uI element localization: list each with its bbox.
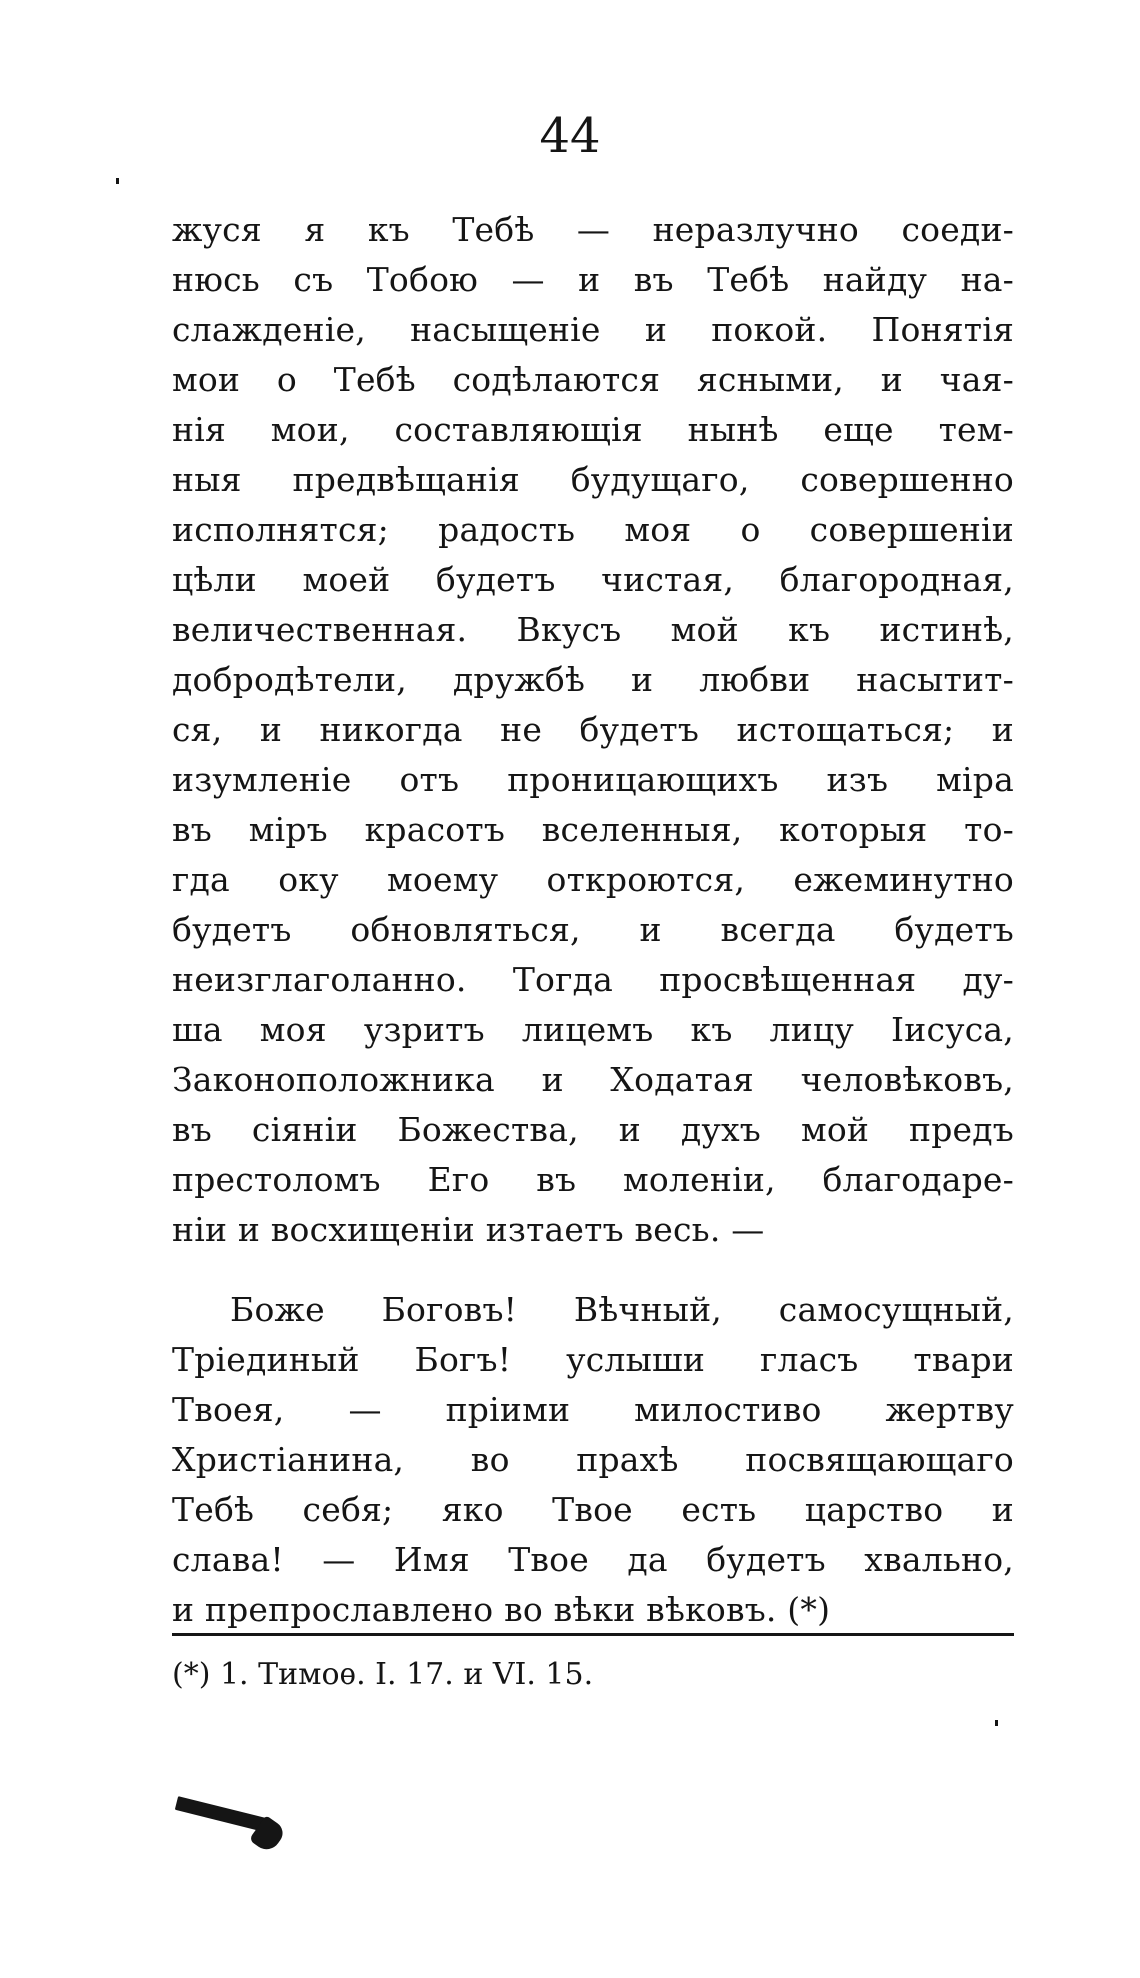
text-line: въ міръ красотъ вселенныя, которыя то- — [172, 810, 1014, 849]
text-line: ныя предвѣщанія будущаго, совершенно — [172, 460, 1014, 499]
text-line: нія мои, составляющія нынѣ еще тем- — [172, 410, 1014, 449]
text-line: ся, и никогда не будетъ истощаться; и — [172, 710, 1014, 749]
page-number: 44 — [539, 108, 601, 164]
text-line: слава! — Имя Твое да будетъ хвально, — [172, 1540, 1014, 1579]
text-line: неизглаголанно. Тогда просвѣщенная ду- — [172, 960, 1014, 999]
text-line: добродѣтели, дружбѣ и любви насытит- — [172, 660, 1014, 699]
text-line: Тріединый Богъ! услыши гласъ твари — [172, 1340, 1014, 1379]
text-line: Твоея, — пріими милостиво жертву — [172, 1390, 1014, 1429]
text-line: престоломъ Его въ моленіи, благодаре- — [172, 1160, 1014, 1199]
text-line: мои о Тебѣ содѣлаются ясными, и чая- — [172, 360, 1014, 399]
text-line: Боже Боговъ! Вѣчный, самосущный, — [230, 1290, 1014, 1329]
text-line: слажденіе, насыщеніе и покой. Понятія — [172, 310, 1014, 349]
text-line: нюсь съ Тобою — и въ Тебѣ найду на- — [172, 260, 1014, 299]
text-line: ніи и восхищеніи изтаетъ весь. — — [172, 1210, 765, 1249]
text-line: и препрославлено во вѣки вѣковъ. (*) — [172, 1590, 831, 1629]
text-line: Тебѣ себя; яко Твое есть царство и — [172, 1490, 1014, 1529]
text-line: изумленіе отъ проницающихъ изъ міра — [172, 760, 1014, 799]
text-line: величественная. Вкусъ мой къ истинѣ, — [172, 610, 1014, 649]
text-line: въ сіяніи Божества, и духъ мой предъ — [172, 1110, 1014, 1149]
text-line: исполнятся; радость моя о совершеніи — [172, 510, 1014, 549]
paragraph-1 — [172, 205, 1014, 1255]
footnote: (*) 1. Тимоѳ. I. 17. и VI. 15. — [172, 1657, 594, 1692]
text-line: гда оку моему откроются, ежеминутно — [172, 860, 1014, 899]
text-line: будетъ обновляться, и всегда будетъ — [172, 910, 1014, 949]
text-line: цѣли моей будетъ чистая, благородная, — [172, 560, 1014, 599]
text-line: Законоположника и Ходатая человѣковъ, — [172, 1060, 1014, 1099]
text-line: ша моя узритъ лицемъ къ лицу Іисуса, — [172, 1010, 1014, 1049]
text-line: жуся я къ Тебѣ — неразлучно соеди- — [172, 210, 1014, 249]
paragraph-2 — [172, 1285, 1014, 1635]
text-line: Христіанина, во прахѣ посвящающаго — [172, 1440, 1014, 1479]
ink-speck — [116, 178, 119, 184]
ink-speck — [995, 1720, 998, 1726]
footnote-rule — [172, 1633, 1014, 1636]
